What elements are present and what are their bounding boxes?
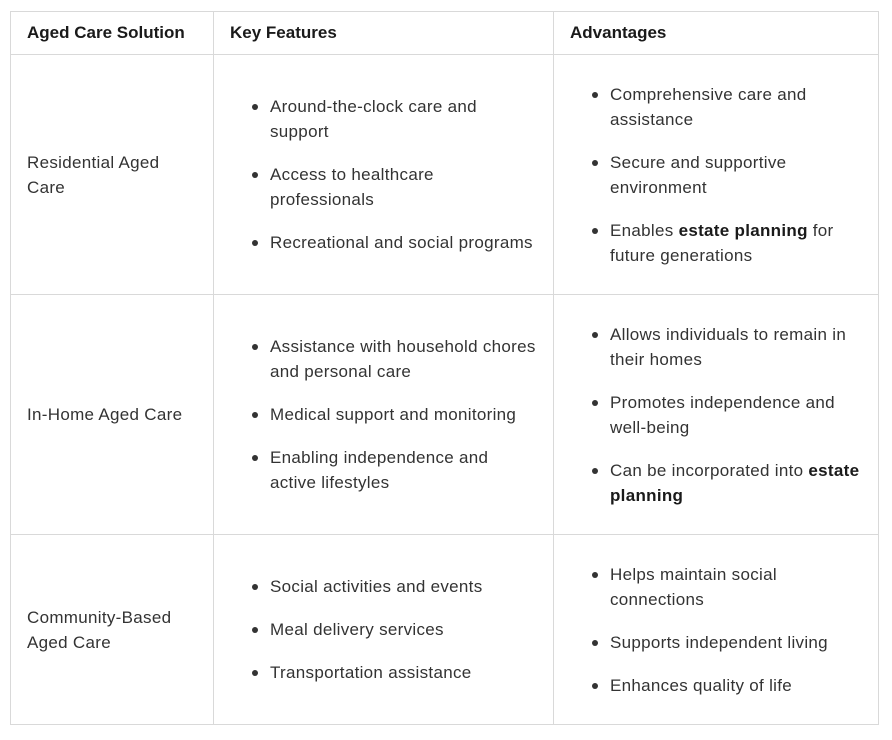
bullet-icon [252, 104, 258, 110]
advantages-list [570, 82, 862, 268]
bullet-icon [252, 670, 258, 676]
advantages-cell [554, 535, 879, 725]
aged-care-comparison-table [10, 11, 879, 725]
solution-name-in-home: In-Home Aged Care [11, 295, 214, 535]
list-item: Allows individuals to remain in their homes [610, 322, 862, 372]
list-item: Recreational and social programs [270, 230, 537, 255]
bullet-icon [592, 332, 598, 338]
bullet-icon [592, 683, 598, 689]
bullet-icon [592, 160, 598, 166]
table-header-row [11, 12, 879, 55]
features-cell [214, 55, 554, 295]
list-item: Enabling independence and active lifestyles [270, 445, 537, 495]
bullet-icon [592, 228, 598, 234]
bullet-icon [592, 400, 598, 406]
table-row [11, 55, 879, 295]
bullet-icon [252, 172, 258, 178]
bullet-icon [252, 584, 258, 590]
bullet-icon [252, 455, 258, 461]
advantages-cell [554, 295, 879, 535]
bullet-icon [252, 344, 258, 350]
bold-term: estate planning [610, 460, 860, 505]
bullet-icon [252, 240, 258, 246]
list-item: Enhances quality of life [610, 673, 862, 698]
bullet-icon [592, 572, 598, 578]
header-advantages: Advantages [554, 12, 879, 55]
table-row [11, 295, 879, 535]
list-item: Transportation assistance [270, 660, 537, 685]
table-row [11, 535, 879, 725]
list-item: Can be incorporated into estate planning [610, 458, 862, 508]
list-item: Helps maintain social connections [610, 562, 862, 612]
bullet-icon [252, 627, 258, 633]
list-item: Secure and supportive environment [610, 150, 862, 200]
features-cell [214, 535, 554, 725]
advantages-list [570, 322, 862, 508]
features-list [230, 574, 537, 685]
list-item: Promotes independence and well-being [610, 390, 862, 440]
features-list [230, 94, 537, 255]
bullet-icon [592, 468, 598, 474]
list-item: Supports independent living [610, 630, 862, 655]
bullet-icon [252, 412, 258, 418]
list-item: Assistance with household chores and personal care [270, 334, 537, 384]
advantages-cell [554, 55, 879, 295]
features-list [230, 334, 537, 495]
solution-name-community-based: Community-Based Aged Care [11, 535, 214, 725]
list-item: Comprehensive care and assistance [610, 82, 862, 132]
list-item: Medical support and monitoring [270, 402, 537, 427]
header-aged-care-solution: Aged Care Solution [11, 12, 214, 55]
list-item: Enables estate planning for future generations [610, 218, 862, 268]
bullet-icon [592, 92, 598, 98]
features-cell [214, 295, 554, 535]
solution-name-residential: Residential Aged Care [11, 55, 214, 295]
bold-term: estate planning [678, 220, 808, 240]
list-item: Access to healthcare professionals [270, 162, 537, 212]
list-item: Around-the-clock care and support [270, 94, 537, 144]
bullet-icon [592, 640, 598, 646]
list-item: Meal delivery services [270, 617, 537, 642]
header-key-features: Key Features [214, 12, 554, 55]
list-item: Social activities and events [270, 574, 537, 599]
advantages-list [570, 562, 862, 698]
